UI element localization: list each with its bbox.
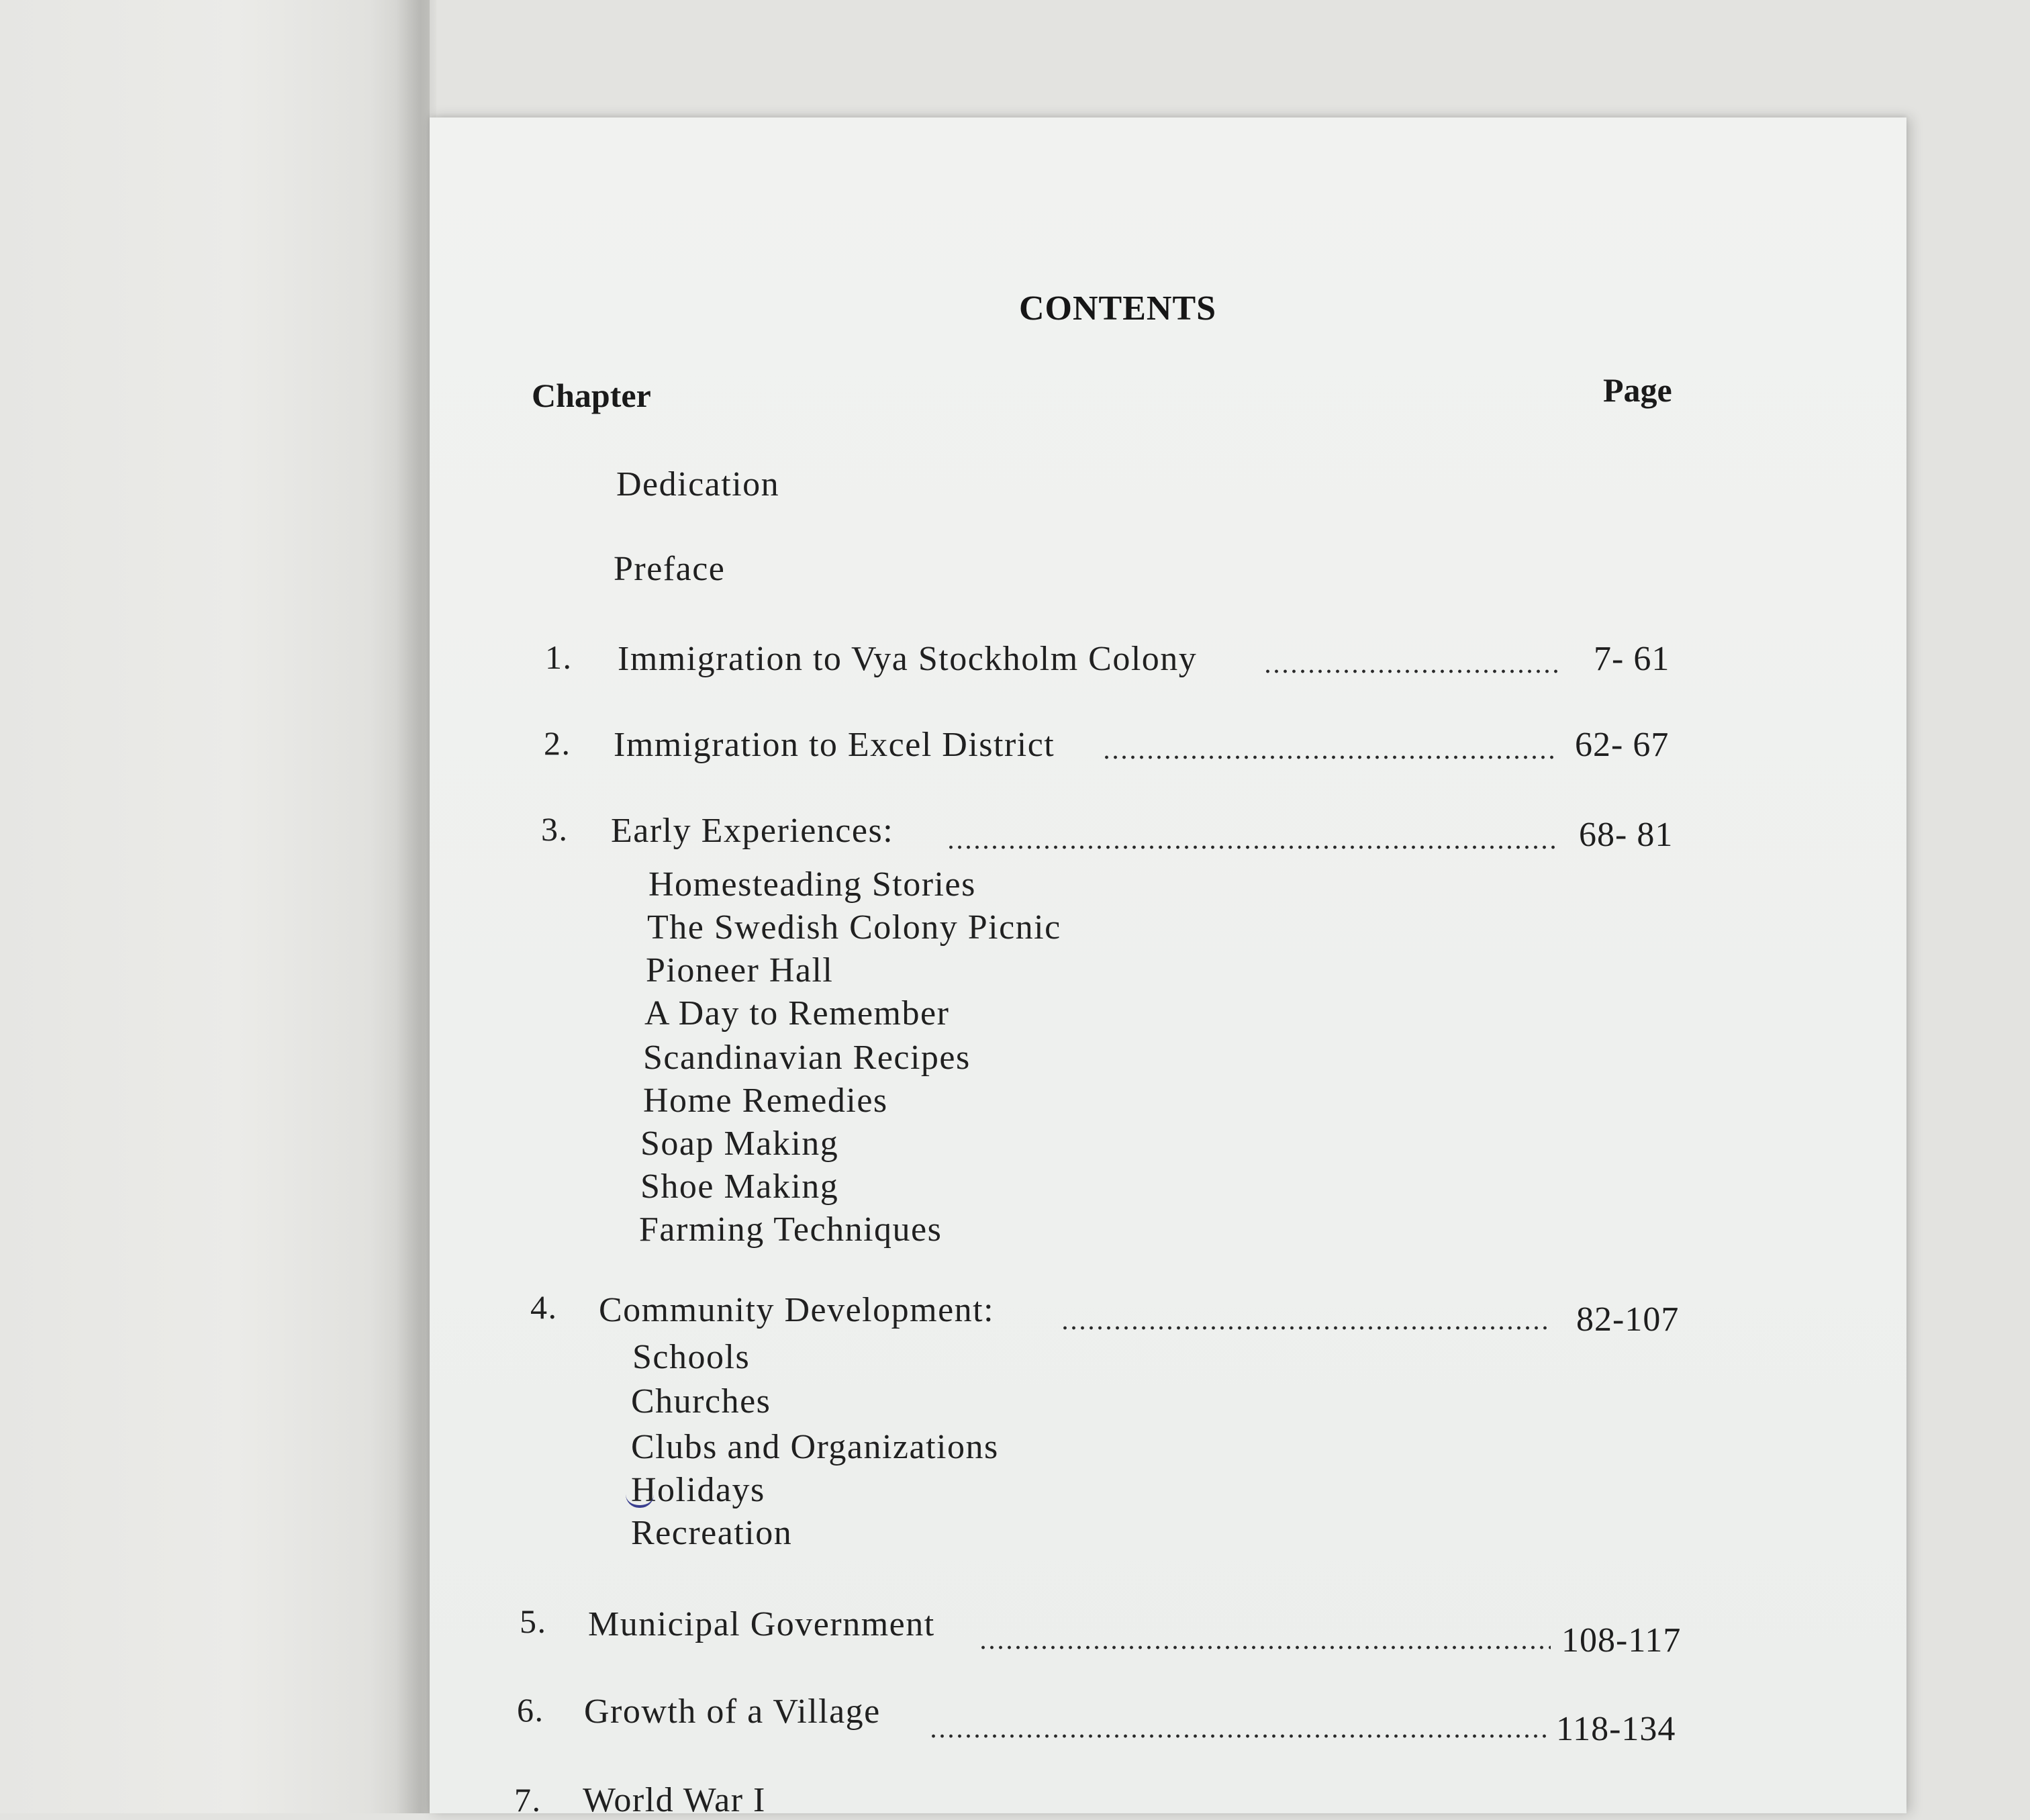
subtopic: Pioneer Hall	[646, 951, 834, 990]
chapter-title: Community Development:	[599, 1291, 995, 1329]
chapter-number: 3.	[541, 810, 569, 848]
chapter-pages: 108-117	[1561, 1621, 1682, 1660]
leader-dots	[947, 843, 1557, 851]
contents-heading: CONTENTS	[1019, 289, 1217, 328]
subtopic: Schools	[632, 1338, 751, 1376]
leader-dots	[1263, 667, 1557, 675]
chapter-title: Early Experiences:	[611, 812, 894, 850]
subtopic: Clubs and Organizations	[631, 1428, 999, 1466]
chapter-pages: 118-134	[1556, 1710, 1676, 1748]
subtopic: Farming Techniques	[639, 1210, 942, 1249]
chapter-title: Immigration to Vya Stockholm Colony	[618, 640, 1198, 678]
subtopic: Recreation	[631, 1514, 793, 1552]
chapter-pages: 68- 81	[1579, 816, 1674, 854]
leader-dots	[1102, 753, 1557, 761]
leader-dots	[929, 1732, 1549, 1740]
chapter-number: 7.	[514, 1781, 542, 1819]
chapter-number: 1.	[545, 638, 573, 676]
subtopic: Home Remedies	[643, 1082, 888, 1120]
chapter-pages: 62- 67	[1575, 726, 1670, 764]
left-page	[0, 0, 430, 1813]
front-matter-dedication: Dedication	[616, 465, 780, 504]
subtopic: Homesteading Stories	[648, 865, 976, 904]
chapter-title: Immigration to Excel District	[614, 726, 1055, 764]
chapter-number: 2.	[544, 724, 571, 762]
chapter-number: 5.	[520, 1602, 547, 1640]
chapter-pages: 7- 61	[1594, 640, 1670, 678]
subtopic: A Day to Remember	[644, 994, 950, 1033]
page-column-label: Page	[1603, 371, 1672, 409]
chapter-number: 6.	[517, 1691, 544, 1729]
subtopic: The Swedish Colony Picnic	[647, 908, 1061, 947]
subtopic: Holidays	[631, 1471, 765, 1509]
subtopic: Shoe Making	[640, 1167, 839, 1206]
leader-dots	[979, 1643, 1551, 1651]
subtopic: Scandinavian Recipes	[643, 1039, 971, 1077]
subtopic: Churches	[631, 1382, 771, 1421]
chapter-column-label: Chapter	[532, 377, 651, 414]
chapter-title: Municipal Government	[588, 1605, 935, 1643]
front-matter-preface: Preface	[614, 550, 726, 588]
subtopic: Soap Making	[640, 1124, 839, 1163]
chapter-number: 4.	[530, 1288, 558, 1326]
chapter-title: World War I	[583, 1781, 766, 1819]
chapter-pages: 82-107	[1576, 1300, 1680, 1339]
leader-dots	[1061, 1324, 1551, 1332]
chapter-title: Growth of a Village	[584, 1692, 881, 1731]
